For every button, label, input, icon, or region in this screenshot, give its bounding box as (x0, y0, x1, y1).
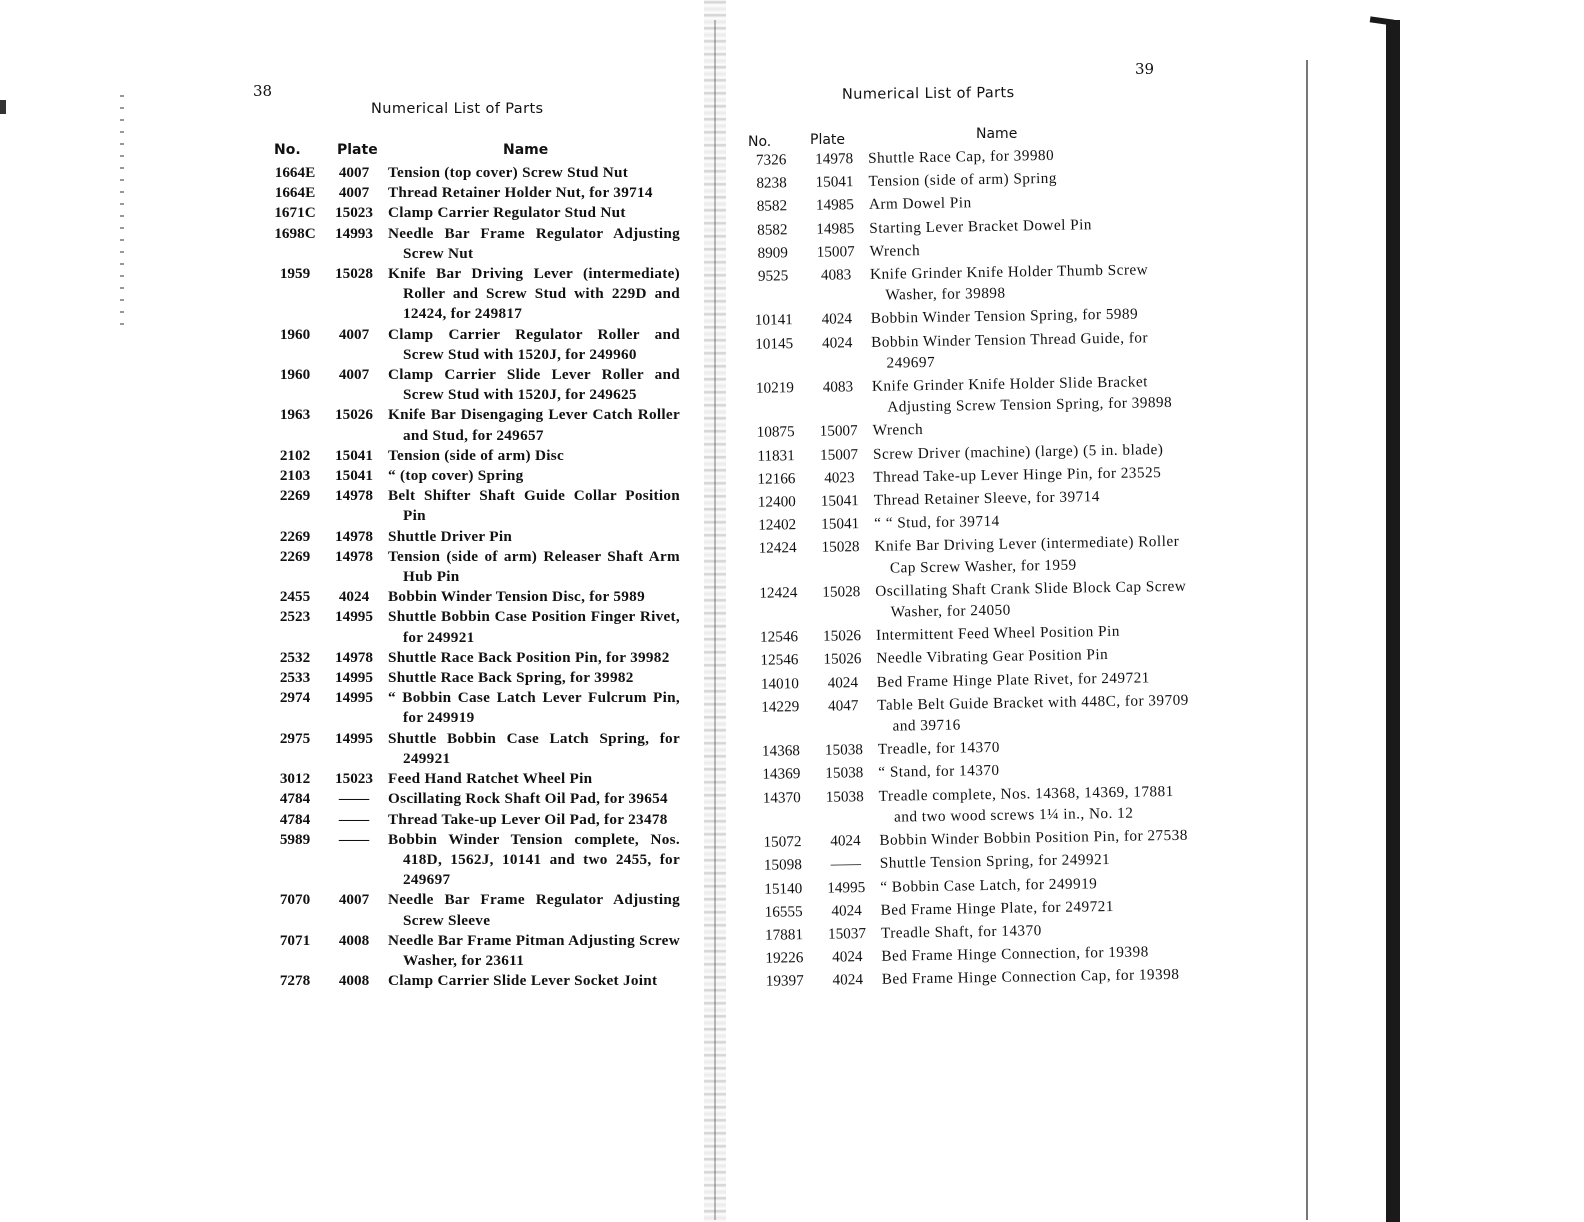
plate-number: 4024 (821, 310, 853, 329)
part-number: 19397 (765, 972, 804, 991)
plate-number: 14995 (827, 878, 866, 897)
plate-number: 4024 (832, 971, 864, 989)
column-header-no: No. (274, 142, 301, 158)
part-number: 10145 (755, 334, 794, 353)
page-title: Numerical List of Parts (841, 85, 1015, 103)
part-name: Belt Shifter Shaft Guide Collar Position Pin (388, 487, 680, 525)
table-row (270, 466, 680, 486)
part-number: 7071 (279, 931, 311, 949)
part-number: 2523 (279, 608, 311, 626)
part-name: Needle Bar Frame Pitman Adjusting Screw Washer, for 23611 (388, 931, 680, 969)
plate-number: 15041 (335, 467, 373, 485)
part-number: 12400 (757, 493, 796, 511)
part-name: “ “ Stud, for 39714 (874, 513, 1000, 533)
part-number: 15140 (764, 879, 803, 898)
part-name: Wrench (869, 241, 921, 260)
part-name: Arm Dowel Pin (868, 194, 972, 214)
column-header-no: No. (748, 134, 772, 150)
plate-number: 4023 (824, 469, 855, 487)
plate-number: 15037 (827, 924, 867, 943)
plate-number: 15028 (821, 538, 860, 557)
part-number: 11831 (757, 446, 795, 465)
part-number: 10141 (754, 311, 793, 330)
plate-number: 14985 (815, 196, 855, 215)
part-number: 2975 (279, 729, 311, 747)
part-name: Oscillating Rock Shaft Oil Pad, for 39654 (388, 790, 668, 808)
part-name: Clamp Carrier Regulator Stud Nut (388, 204, 626, 222)
table-row (270, 486, 680, 526)
plate-number: 14995 (335, 689, 373, 707)
part-name: Thread Take-up Lever Hinge Pin, for 23525 (873, 463, 1162, 486)
part-name: Knife Grinder Knife Holder Slide Bracket Adjusting Screw Tension Spring, for 39898 (871, 373, 1173, 416)
column-header-name: Name (976, 126, 1018, 142)
part-name: “ Bobbin Case Latch Lever Fulcrum Pin, for 249919 (388, 689, 680, 727)
plate-number: 15041 (335, 446, 373, 464)
part-number: 1671C (274, 204, 316, 222)
plate-number: 4047 (827, 697, 859, 715)
plate-number: 4007 (338, 325, 370, 343)
part-name: Bed Frame Hinge Plate Rivet, for 249721 (876, 668, 1150, 691)
plate-number: 4024 (338, 588, 370, 606)
table-row (756, 964, 1201, 993)
plate-number: 14978 (335, 648, 373, 666)
plate-number: 15007 (819, 422, 858, 441)
part-name: Bobbin Winder Tension Spring, for 5989 (870, 305, 1139, 328)
part-number: 9525 (757, 267, 789, 285)
part-number: 2269 (279, 527, 311, 545)
table-row (270, 971, 680, 991)
page-edge (1306, 60, 1308, 1220)
part-name: Bobbin Winder Bobbin Position Pin, for 27538 (879, 826, 1188, 849)
part-number: 16555 (764, 902, 803, 921)
part-name: “ Stand, for 14370 (878, 762, 1000, 782)
part-name: Tension (side of arm) Disc (388, 446, 564, 464)
plate-number: 15023 (335, 204, 373, 222)
part-name: Treadle, for 14370 (877, 739, 1000, 759)
part-number: 12424 (759, 584, 798, 602)
table-row (270, 648, 680, 668)
part-number: 1960 (279, 325, 311, 343)
part-number: 15098 (763, 856, 802, 875)
part-number: 2532 (279, 648, 311, 666)
plate-number: —— (830, 855, 862, 873)
part-number: 12424 (758, 539, 797, 558)
part-number: 4784 (279, 810, 311, 828)
part-number: 2103 (279, 467, 311, 485)
part-number: 1664E (274, 184, 316, 202)
part-name: Knife Bar Disengaging Lever Catch Roller and Stud, for 249657 (388, 406, 680, 444)
part-name: Shuttle Bobbin Case Latch Spring, for 249921 (388, 729, 680, 767)
part-name: Tension (side of arm) Spring (868, 169, 1058, 191)
plate-number: 15026 (822, 627, 862, 645)
plate-number: 4024 (832, 948, 863, 966)
plate-number: 4007 (338, 164, 370, 181)
table-row (270, 688, 680, 728)
part-number: 15072 (763, 833, 802, 851)
part-name: “ Bobbin Case Latch, for 249919 (880, 874, 1098, 896)
parts-list (742, 143, 1201, 993)
table-row (270, 163, 680, 183)
part-name: Shuttle Bobbin Case Position Finger Rivet, for 249921 (388, 608, 680, 646)
right-page (720, 0, 1320, 1222)
plate-number: 4024 (827, 673, 859, 692)
plate-number: 14978 (815, 150, 854, 168)
part-name: “ (top cover) Spring (388, 467, 524, 485)
part-number: 19226 (765, 949, 804, 967)
part-number: 7070 (279, 891, 311, 909)
part-number: 2533 (279, 669, 311, 687)
part-number: 7278 (279, 972, 311, 990)
part-number: 17881 (764, 926, 804, 944)
plate-number: 14995 (335, 669, 373, 687)
plate-number: 15041 (815, 173, 854, 191)
plate-number: 15007 (819, 445, 859, 464)
page-number: 38 (253, 82, 273, 100)
part-number: 8582 (756, 220, 788, 239)
table-row (745, 326, 1191, 376)
part-name: Bed Frame Hinge Connection Cap, for 19398 (881, 966, 1180, 989)
column-header-plate: Plate (337, 142, 378, 158)
plate-number: —— (338, 830, 370, 848)
part-number: 10875 (756, 423, 795, 442)
table-row (270, 547, 680, 587)
part-name: Table Belt Guide Bracket with 448C, for 39709 and 39716 (877, 691, 1189, 735)
plate-number: —— (338, 810, 370, 828)
plate-number: 4083 (822, 378, 854, 396)
part-name: Screw Driver (machine) (large) (5 in. blade) (872, 440, 1164, 463)
part-number: 10219 (755, 379, 795, 397)
part-name: Clamp Carrier Slide Lever Roller and Screw Stud with 1520J, for 249625 (388, 366, 680, 404)
part-name: Tension (side of arm) Releaser Shaft Arm Hub Pin (388, 547, 680, 586)
part-number: 14010 (760, 674, 799, 693)
plate-number: 15041 (820, 492, 859, 510)
page-gutter-line (714, 20, 716, 1220)
table-row (270, 769, 680, 789)
plate-number: 14978 (335, 487, 373, 505)
plate-number: 14995 (335, 729, 373, 747)
table-row (270, 668, 680, 688)
part-number: 1959 (279, 265, 311, 283)
part-number: 8582 (756, 197, 788, 216)
page-title: Numerical List of Parts (371, 101, 544, 117)
part-number: 1960 (279, 366, 311, 384)
part-number: 2269 (279, 547, 311, 565)
part-number: 8238 (756, 174, 787, 192)
table-row (270, 224, 680, 264)
part-number: 2455 (279, 588, 311, 606)
part-name: Bed Frame Hinge Plate, for 249721 (880, 897, 1115, 919)
table-row (270, 789, 680, 809)
part-number: 14229 (761, 698, 800, 716)
part-number: 2102 (279, 446, 311, 464)
plate-number: 14978 (335, 527, 373, 545)
plate-number: 15026 (823, 650, 862, 669)
table-row (270, 183, 680, 203)
plate-number: —— (338, 790, 370, 808)
left-page (0, 0, 700, 1222)
table-row (270, 729, 680, 769)
part-name: Knife Bar Driving Lever (intermediate) Roller and Screw Stud with 229D and 12424, for 249817 (388, 265, 680, 323)
part-number: 14369 (762, 765, 801, 784)
part-number: 14370 (762, 788, 801, 807)
part-name: Thread Take-up Lever Oil Pad, for 23478 (388, 810, 668, 828)
table-row (270, 325, 680, 365)
part-name: Intermittent Feed Wheel Position Pin (875, 623, 1121, 645)
part-name: Shuttle Race Cap, for 39980 (868, 146, 1055, 167)
part-name: Bobbin Winder Tension complete, Nos. 418D, 1562J, 10141 and two 2455, for 249697 (388, 830, 680, 889)
part-number: 3012 (279, 770, 311, 788)
part-name: Bobbin Winder Tension Disc, for 5989 (388, 588, 645, 606)
table-row (270, 810, 680, 830)
table-row (751, 689, 1197, 739)
table-row (753, 780, 1199, 830)
plate-number: 15028 (335, 265, 373, 283)
part-name: Thread Retainer Holder Nut, for 39714 (388, 184, 653, 202)
part-name: Tension (top cover) Screw Stud Nut (388, 164, 629, 181)
part-name: Feed Hand Ratchet Wheel Pin (388, 770, 593, 788)
part-name: Bobbin Winder Tension Thread Guide, for 249697 (871, 328, 1149, 372)
part-name: Clamp Carrier Slide Lever Socket Joint (388, 972, 658, 990)
part-number: 2974 (279, 689, 311, 707)
part-name: Shuttle Driver Pin (388, 527, 513, 545)
part-name: Shuttle Race Back Spring, for 39982 (388, 669, 634, 687)
part-number: 12166 (757, 470, 796, 488)
table-row (270, 446, 680, 466)
table-row (270, 931, 680, 971)
part-name: Thread Retainer Sleeve, for 39714 (873, 488, 1101, 509)
plate-number: 4007 (338, 891, 370, 909)
part-number: 4784 (279, 790, 311, 808)
table-row (746, 371, 1192, 421)
part-number: 1963 (279, 406, 311, 424)
table-row (744, 259, 1190, 309)
table-row (270, 203, 680, 223)
part-name: Shuttle Race Back Position Pin, for 39982 (388, 648, 670, 666)
plate-number: 14995 (335, 608, 373, 626)
part-number: 7326 (755, 151, 787, 169)
part-number: 12546 (759, 628, 799, 647)
plate-number: 15023 (335, 770, 373, 788)
plate-number: 4024 (821, 333, 853, 352)
plate-number: 4007 (338, 366, 370, 384)
table-row (748, 531, 1194, 581)
column-header-name: Name (503, 142, 549, 158)
part-name: Treadle complete, Nos. 14368, 14369, 17881 and two wood screws 1¼ in., No. 12 (878, 782, 1174, 826)
table-row (270, 607, 680, 647)
plate-number: 4008 (338, 972, 370, 990)
plate-number: 14978 (335, 547, 373, 565)
part-number: 5989 (279, 830, 311, 848)
part-name: Knife Bar Driving Lever (intermediate) Roller Cap Screw Washer, for 1959 (874, 533, 1180, 577)
plate-number: 4024 (831, 901, 862, 920)
plate-number: 4007 (338, 184, 370, 202)
part-name: Starting Lever Bracket Dowel Pin (869, 215, 1093, 237)
part-number: 8909 (757, 244, 789, 262)
table-row (270, 405, 680, 445)
plate-number: 15007 (816, 242, 855, 261)
plate-number: 4024 (830, 832, 861, 850)
table-row (270, 527, 680, 547)
part-name: Needle Bar Frame Regulator Adjusting Screw Nut (388, 224, 680, 262)
page-number: 39 (1135, 60, 1155, 78)
part-number: 12546 (760, 651, 799, 670)
plate-number: 4083 (820, 266, 852, 284)
part-number: 2269 (279, 487, 311, 505)
part-name: Needle Vibrating Gear Position Pin (876, 646, 1109, 668)
plate-number: 15028 (822, 582, 861, 601)
table-row (270, 365, 680, 405)
table-row (270, 830, 680, 891)
part-number: 1698C (274, 224, 316, 242)
plate-number: 14985 (816, 219, 855, 238)
plate-number: 15041 (821, 515, 860, 533)
plate-number: 15038 (825, 764, 864, 783)
column-header-plate: Plate (810, 132, 846, 148)
part-name: Bed Frame Hinge Connection, for 19398 (881, 943, 1149, 965)
part-name: Wrench (872, 421, 924, 440)
part-name: Oscillating Shaft Crank Slide Block Cap Screw Washer, for 24050 (875, 577, 1187, 621)
plate-number: 14993 (335, 224, 373, 242)
plate-number: 15038 (824, 741, 864, 759)
part-name: Clamp Carrier Regulator Roller and Screw Stud with 1520J, for 249960 (388, 325, 680, 363)
part-number: 12402 (758, 516, 797, 535)
parts-list (270, 163, 680, 991)
part-name: Shuttle Tension Spring, for 249921 (879, 851, 1111, 873)
plate-number: 15026 (335, 406, 373, 424)
plate-number: 4008 (338, 931, 370, 949)
part-number: 14368 (761, 742, 801, 761)
part-name: Treadle Shaft, for 14370 (880, 922, 1042, 942)
plate-number: 15038 (825, 787, 864, 806)
part-number: 1664E (274, 164, 316, 181)
table-row (749, 575, 1195, 625)
part-name: Knife Grinder Knife Holder Thumb Screw Washer, for 39898 (869, 261, 1149, 304)
table-row (270, 587, 680, 607)
part-name: Needle Bar Frame Regulator Adjusting Screw Sleeve (388, 891, 680, 929)
table-row (270, 890, 680, 930)
page-edge (1386, 20, 1400, 1222)
table-row (270, 264, 680, 325)
